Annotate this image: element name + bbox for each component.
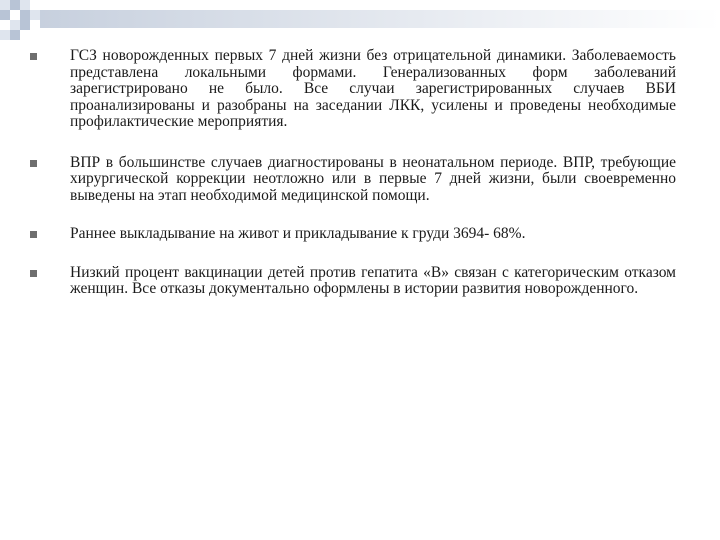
header-square — [0, 30, 10, 40]
header-square — [10, 0, 20, 10]
header-decoration — [0, 0, 720, 50]
header-square — [20, 10, 30, 20]
header-square — [0, 0, 10, 10]
square-bullet-icon — [30, 231, 37, 238]
bullet-text: Низкий процент вакцинации детей против гепатита «В» связан с категорическим отказом женщин. Все отказы документально оформлены в истории развития новорожденного. — [70, 263, 676, 297]
bullet-text: Раннее выкладывание на живот и прикладывание к груди 3694- 68%. — [70, 225, 526, 242]
bullet-list — [28, 48, 676, 298]
square-bullet-icon — [30, 53, 37, 60]
header-square — [10, 20, 20, 30]
header-square — [30, 10, 40, 20]
bullet-text: ГСЗ новорожденных первых 7 дней жизни без отрицательной динамики. Заболеваемость представлена локальными формами. Генерализованных форм заболеваний зарегистрировано не было. Все случаи зарегистрированных случаев ВБИ проанализированы и разобраны на заседании ЛКК, усилены и проведены необходимые профилактические мероприятия. — [70, 47, 676, 130]
list-item — [28, 265, 676, 298]
header-square — [10, 30, 20, 40]
list-item — [28, 226, 676, 243]
bullet-text: ВПР в большинстве случаев диагностированы в неонатальном периоде. ВПР, требующие хирургической коррекции неотложно или в первые 7 дней жизни, были своевременно выведены на этап необходимой медицинской помощи. — [70, 153, 676, 204]
header-square — [20, 20, 30, 30]
header-square — [20, 0, 30, 10]
list-item — [28, 48, 676, 131]
header-gradient-bar — [40, 10, 720, 28]
header-square — [0, 10, 10, 20]
header-square — [10, 10, 20, 20]
square-bullet-icon — [30, 160, 37, 167]
list-item — [28, 155, 676, 205]
square-bullet-icon — [30, 270, 37, 277]
